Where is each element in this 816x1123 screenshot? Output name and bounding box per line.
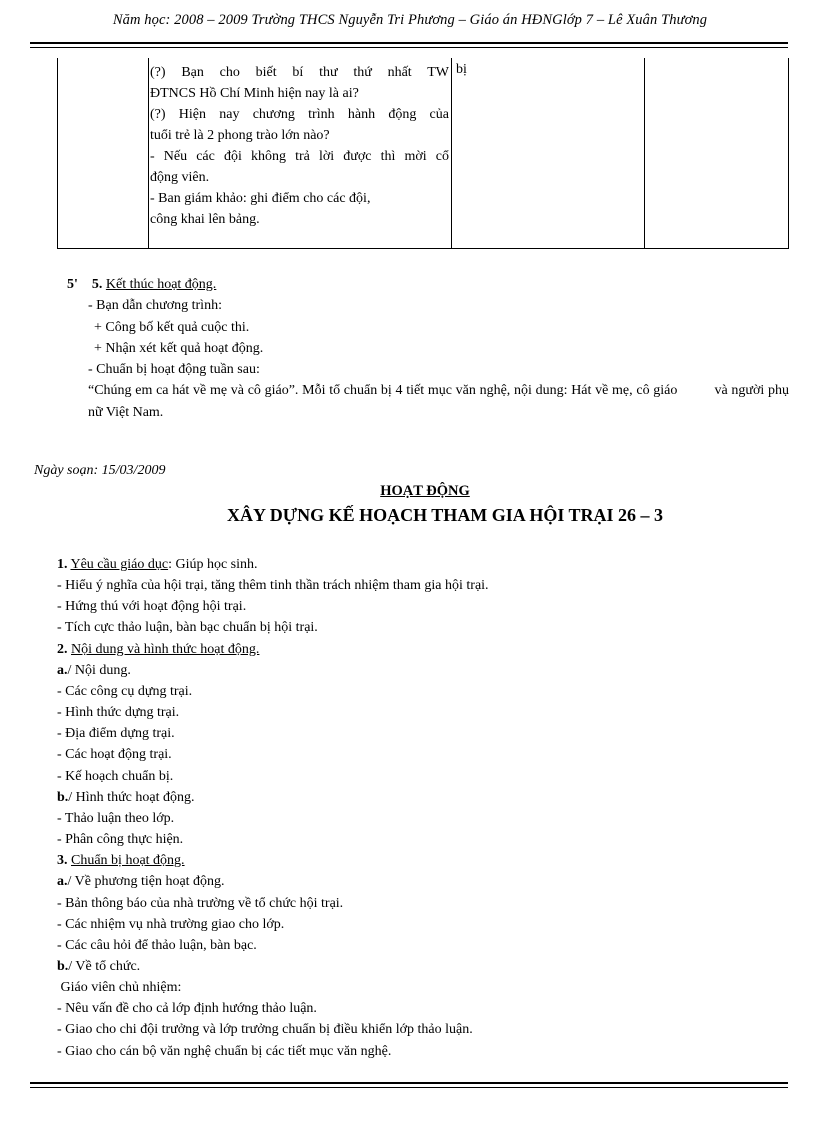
continued-table (57, 58, 789, 249)
list-item: - Nêu vấn đề cho cả lớp định hướng thảo luận. (57, 1001, 317, 1017)
subsection-heading: b./ Về tổ chức. (57, 958, 141, 974)
lesson-body (57, 554, 787, 1062)
section-title: Nội dung và hình thức hoạt động. (71, 641, 260, 657)
section-line: + Công bố kết quả cuộc thi. (94, 319, 250, 335)
table-cell-text: bị (456, 62, 467, 77)
table-cell-preparation (452, 58, 645, 249)
section-title: Kết thúc hoạt động. (105, 277, 217, 292)
page-header: Năm học: 2008 – 2009 Trường THCS Nguyễn Tri Phương – Giáo án HĐNGlớp 7 – Lê Xuân Thương (112, 12, 708, 28)
footer-rule-thick (30, 1082, 788, 1084)
list-item: - Các câu hỏi để thảo luận, bàn bạc. (57, 937, 257, 953)
table-cell-notes (645, 58, 789, 249)
section-5 (67, 274, 793, 423)
list-item: - Địa điểm dựng trại. (57, 726, 175, 742)
table-line: ĐTNCS Hồ Chí Minh hiện nay là ai? (150, 86, 359, 101)
list-item: - Giao cho chi đội trưởng và lớp trưởng chuẩn bị điều khiển lớp thảo luận. (57, 1022, 473, 1038)
list-item: - Bản thông báo của nhà trường về tổ chức hội trại. (57, 895, 344, 911)
subsection-heading: a./ Nội dung. (57, 662, 131, 678)
section-line: - Chuẩn bị hoạt động tuần sau: (88, 362, 260, 378)
section-title: Chuẩn bị hoạt động. (71, 853, 185, 869)
table-line: - Ban giám khảo: ghi điểm cho các đội, (150, 191, 371, 206)
section-line: + Nhận xét kết quả hoạt động. (94, 340, 264, 356)
table-cell-content (149, 58, 452, 249)
header-rule-thick (30, 42, 788, 44)
list-item: - Hiểu ý nghĩa của hội trại, tăng thêm tinh thần trách nhiệm tham gia hội trại. (57, 578, 489, 594)
list-item: - Hình thức dựng trại. (57, 705, 180, 721)
list-item: - Phân công thực hiện. (57, 832, 184, 848)
table-line: tuổi trẻ là 2 phong trào lớn nào? (150, 128, 330, 143)
table-line: (?) Bạn cho biết bí thư thứ nhất TW (150, 65, 449, 80)
heading-activity: HOẠT ĐỘNG (380, 483, 470, 499)
table-line: - Nếu các đội không trả lời được thì mời cổ (150, 149, 449, 164)
section-heading: 3. Chuẩn bị hoạt động. (57, 853, 185, 869)
subsection-heading: b./ Hình thức hoạt động. (57, 789, 195, 805)
section-number: 5. (91, 277, 103, 292)
table-line: công khai lên bảng. (150, 212, 260, 227)
header-rule-thin (30, 47, 788, 48)
section-heading: 1. Yêu cầu giáo dục: Giúp học sinh. (57, 557, 258, 572)
list-item: - Thảo luận theo lớp. (57, 810, 175, 826)
section-paragraph: “Chúng em ca hát về mẹ và cô giáo”. Mỗi tổ chuẩn bị 4 tiết mục văn nghệ, nội dung: Hát về mẹ, cô giáo và người phụ nữ Việt Nam. (88, 383, 793, 420)
footer-rule-thin (30, 1087, 788, 1088)
list-item: - Các nhiệm vụ nhà trường giao cho lớp. (57, 916, 285, 932)
heading-title: XÂY DỰNG KẾ HOẠCH THAM GIA HỘI TRẠI 26 – 3 (226, 505, 664, 525)
table-cell-time (58, 58, 149, 249)
subsection-heading: a./ Về phương tiện hoạt động. (57, 874, 225, 890)
table-line: (?) Hiện nay chương trình hành động của (150, 107, 449, 122)
preparation-date: Ngày soạn: 15/03/2009 (34, 463, 166, 478)
list-item: - Kế hoạch chuẩn bị. (57, 768, 174, 784)
list-item: - Tích cực thảo luận, bàn bạc chuẩn bị hội trại. (57, 620, 318, 636)
list-item: - Các công cụ dựng trại. (57, 683, 193, 699)
list-item: - Hứng thú với hoạt động hội trại. (57, 599, 247, 615)
section-time: 5' (67, 277, 78, 292)
section-title: Yêu cầu giáo dục (70, 557, 169, 572)
list-item: - Các hoạt động trại. (57, 747, 172, 763)
list-item: - Giao cho cán bộ văn nghệ chuẩn bị các tiết mục văn nghệ. (57, 1043, 392, 1059)
section-heading: 2. Nội dung và hình thức hoạt động. (57, 641, 260, 657)
subsection-sub: Giáo viên chủ nhiệm: (57, 980, 182, 996)
section-line: - Bạn dẫn chương trình: (88, 298, 222, 314)
table-line: động viên. (150, 170, 210, 185)
